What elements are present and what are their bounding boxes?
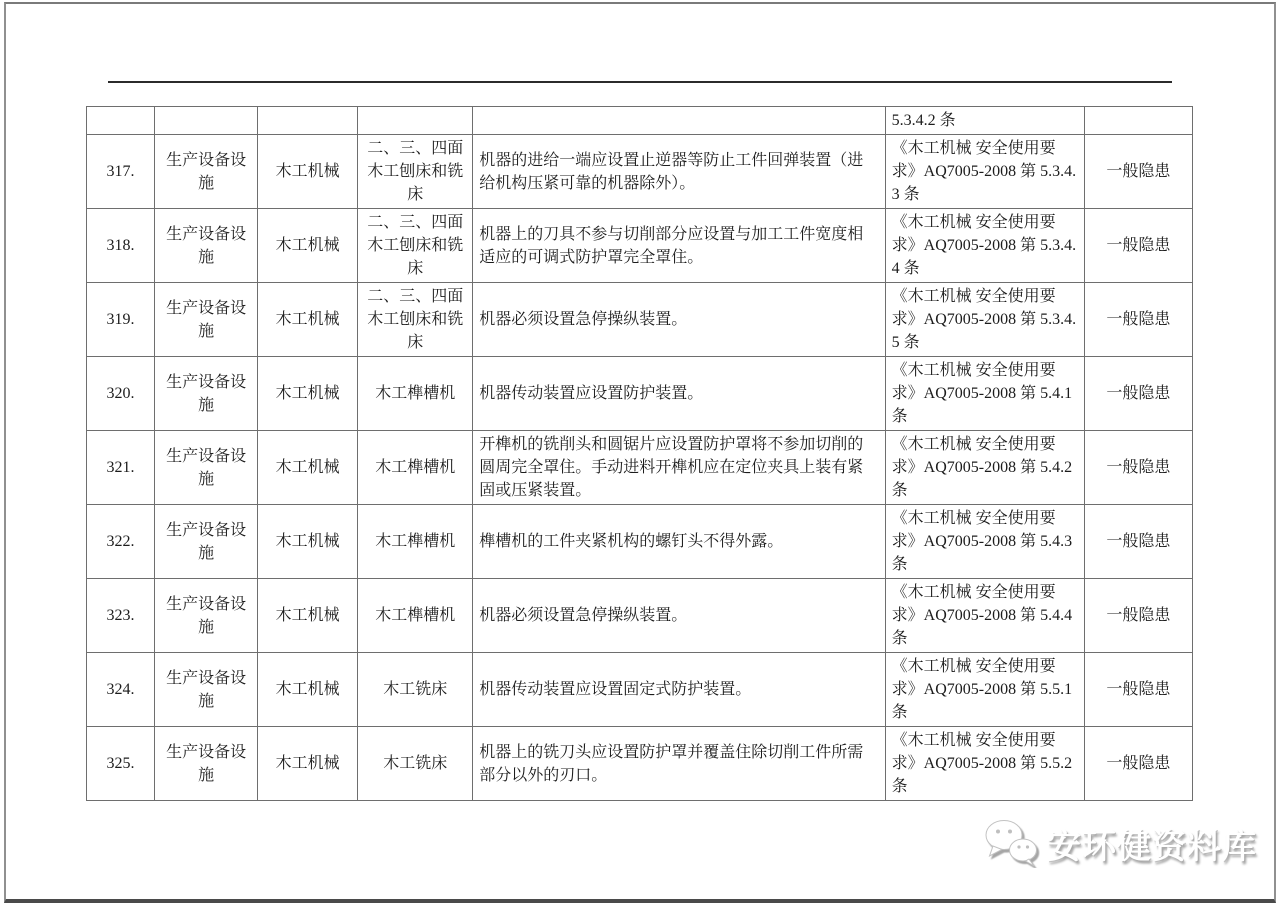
cell-hazard-level: 一般隐患 bbox=[1084, 283, 1192, 357]
cell-equipment: 木工铣床 bbox=[358, 727, 473, 801]
cell-equipment: 二、三、四面木工刨床和铣床 bbox=[358, 209, 473, 283]
cell-subcategory: 木工机械 bbox=[258, 727, 358, 801]
table-row bbox=[87, 357, 1193, 431]
cell-hazard-level: 一般隐患 bbox=[1084, 505, 1192, 579]
cell-subcategory: 木工机械 bbox=[258, 653, 358, 727]
table-row bbox=[87, 505, 1193, 579]
cell-hazard-level: 一般隐患 bbox=[1084, 135, 1192, 209]
cell-subcategory: 木工机械 bbox=[258, 579, 358, 653]
cell-category: 生产设备设施 bbox=[155, 135, 258, 209]
cell-standard-basis: 《木工机械 安全使用要求》AQ7005-2008 第 5.3.4.3 条 bbox=[885, 135, 1084, 209]
cell-standard-basis: 《木工机械 安全使用要求》AQ7005-2008 第 5.4.3 条 bbox=[885, 505, 1084, 579]
cell-category: 生产设备设施 bbox=[155, 357, 258, 431]
cell-subcategory: 木工机械 bbox=[258, 283, 358, 357]
cell-hazard-description bbox=[473, 107, 885, 135]
cell-standard-basis: 5.3.4.2 条 bbox=[885, 107, 1084, 135]
cell-hazard-level: 一般隐患 bbox=[1084, 727, 1192, 801]
table-row bbox=[87, 135, 1193, 209]
cell-standard-basis: 《木工机械 安全使用要求》AQ7005-2008 第 5.5.1 条 bbox=[885, 653, 1084, 727]
cell-equipment: 木工榫槽机 bbox=[358, 431, 473, 505]
cell-row-number: 320. bbox=[87, 357, 155, 431]
cell-hazard-description: 机器上的铣刀头应设置防护罩并覆盖住除切削工件所需部分以外的刃口。 bbox=[473, 727, 885, 801]
cell-standard-basis: 《木工机械 安全使用要求》AQ7005-2008 第 5.4.4 条 bbox=[885, 579, 1084, 653]
table-row bbox=[87, 283, 1193, 357]
wechat-icon bbox=[983, 818, 1040, 868]
cell-equipment: 木工榫槽机 bbox=[358, 579, 473, 653]
cell-standard-basis: 《木工机械 安全使用要求》AQ7005-2008 第 5.3.4.4 条 bbox=[885, 209, 1084, 283]
cell-category: 生产设备设施 bbox=[155, 505, 258, 579]
cell-hazard-level: 一般隐患 bbox=[1084, 579, 1192, 653]
cell-row-number: 319. bbox=[87, 283, 155, 357]
cell-equipment: 木工榫槽机 bbox=[358, 505, 473, 579]
cell-hazard-level: 一般隐患 bbox=[1084, 431, 1192, 505]
cell-subcategory: 木工机械 bbox=[258, 431, 358, 505]
cell-standard-basis: 《木工机械 安全使用要求》AQ7005-2008 第 5.4.2 条 bbox=[885, 431, 1084, 505]
cell-hazard-level: 一般隐患 bbox=[1084, 653, 1192, 727]
cell-standard-basis: 《木工机械 安全使用要求》AQ7005-2008 第 5.5.2 条 bbox=[885, 727, 1084, 801]
cell-equipment bbox=[358, 107, 473, 135]
cell-hazard-level: 一般隐患 bbox=[1084, 209, 1192, 283]
cell-category: 生产设备设施 bbox=[155, 579, 258, 653]
watermark-text: 安环健资料库 bbox=[1047, 827, 1257, 866]
cell-category: 生产设备设施 bbox=[155, 283, 258, 357]
cell-hazard-description: 机器必须设置急停操纵装置。 bbox=[473, 283, 885, 357]
cell-subcategory: 木工机械 bbox=[258, 209, 358, 283]
cell-subcategory: 木工机械 bbox=[258, 505, 358, 579]
table-row bbox=[87, 431, 1193, 505]
cell-category: 生产设备设施 bbox=[155, 209, 258, 283]
cell-row-number: 317. bbox=[87, 135, 155, 209]
cell-row-number: 321. bbox=[87, 431, 155, 505]
cell-standard-basis: 《木工机械 安全使用要求》AQ7005-2008 第 5.3.4.5 条 bbox=[885, 283, 1084, 357]
cell-equipment: 木工铣床 bbox=[358, 653, 473, 727]
cell-subcategory: 木工机械 bbox=[258, 357, 358, 431]
header-rule bbox=[108, 81, 1172, 83]
cell-hazard-description: 机器必须设置急停操纵装置。 bbox=[473, 579, 885, 653]
cell-subcategory: 木工机械 bbox=[258, 135, 358, 209]
cell-row-number: 324. bbox=[87, 653, 155, 727]
cell-hazard-description: 机器传动装置应设置固定式防护装置。 bbox=[473, 653, 885, 727]
cell-hazard-level: 一般隐患 bbox=[1084, 357, 1192, 431]
cell-row-number: 325. bbox=[87, 727, 155, 801]
cell-hazard-description: 机器传动装置应设置防护装置。 bbox=[473, 357, 885, 431]
cell-standard-basis: 《木工机械 安全使用要求》AQ7005-2008 第 5.4.1 条 bbox=[885, 357, 1084, 431]
cell-subcategory bbox=[258, 107, 358, 135]
cell-hazard-description: 机器上的刀具不参与切削部分应设置与加工工件宽度相适应的可调式防护罩完全罩住。 bbox=[473, 209, 885, 283]
cell-hazard-description: 机器的进给一端应设置止逆器等防止工件回弹装置（进给机构压紧可靠的机器除外）。 bbox=[473, 135, 885, 209]
hazard-checklist-table bbox=[86, 106, 1193, 801]
table-row bbox=[87, 579, 1193, 653]
cell-row-number: 318. bbox=[87, 209, 155, 283]
cell-equipment: 二、三、四面木工刨床和铣床 bbox=[358, 283, 473, 357]
cell-category: 生产设备设施 bbox=[155, 653, 258, 727]
cell-row-number: 322. bbox=[87, 505, 155, 579]
cell-equipment: 木工榫槽机 bbox=[358, 357, 473, 431]
cell-hazard-description: 榫槽机的工件夹紧机构的螺钉头不得外露。 bbox=[473, 505, 885, 579]
watermark bbox=[983, 818, 1257, 868]
cell-category bbox=[155, 107, 258, 135]
table-row bbox=[87, 653, 1193, 727]
cell-row-number: 323. bbox=[87, 579, 155, 653]
cell-equipment: 二、三、四面木工刨床和铣床 bbox=[358, 135, 473, 209]
table-row bbox=[87, 209, 1193, 283]
table-row bbox=[87, 727, 1193, 801]
cell-category: 生产设备设施 bbox=[155, 431, 258, 505]
cell-category: 生产设备设施 bbox=[155, 727, 258, 801]
cell-row-number bbox=[87, 107, 155, 135]
cell-hazard-description: 开榫机的铣削头和圆锯片应设置防护罩将不参加切削的圆周完全罩住。手动进料开榫机应在定位夹具上装有紧固或压紧装置。 bbox=[473, 431, 885, 505]
cell-hazard-level bbox=[1084, 107, 1192, 135]
table-row-continuation bbox=[87, 107, 1193, 135]
